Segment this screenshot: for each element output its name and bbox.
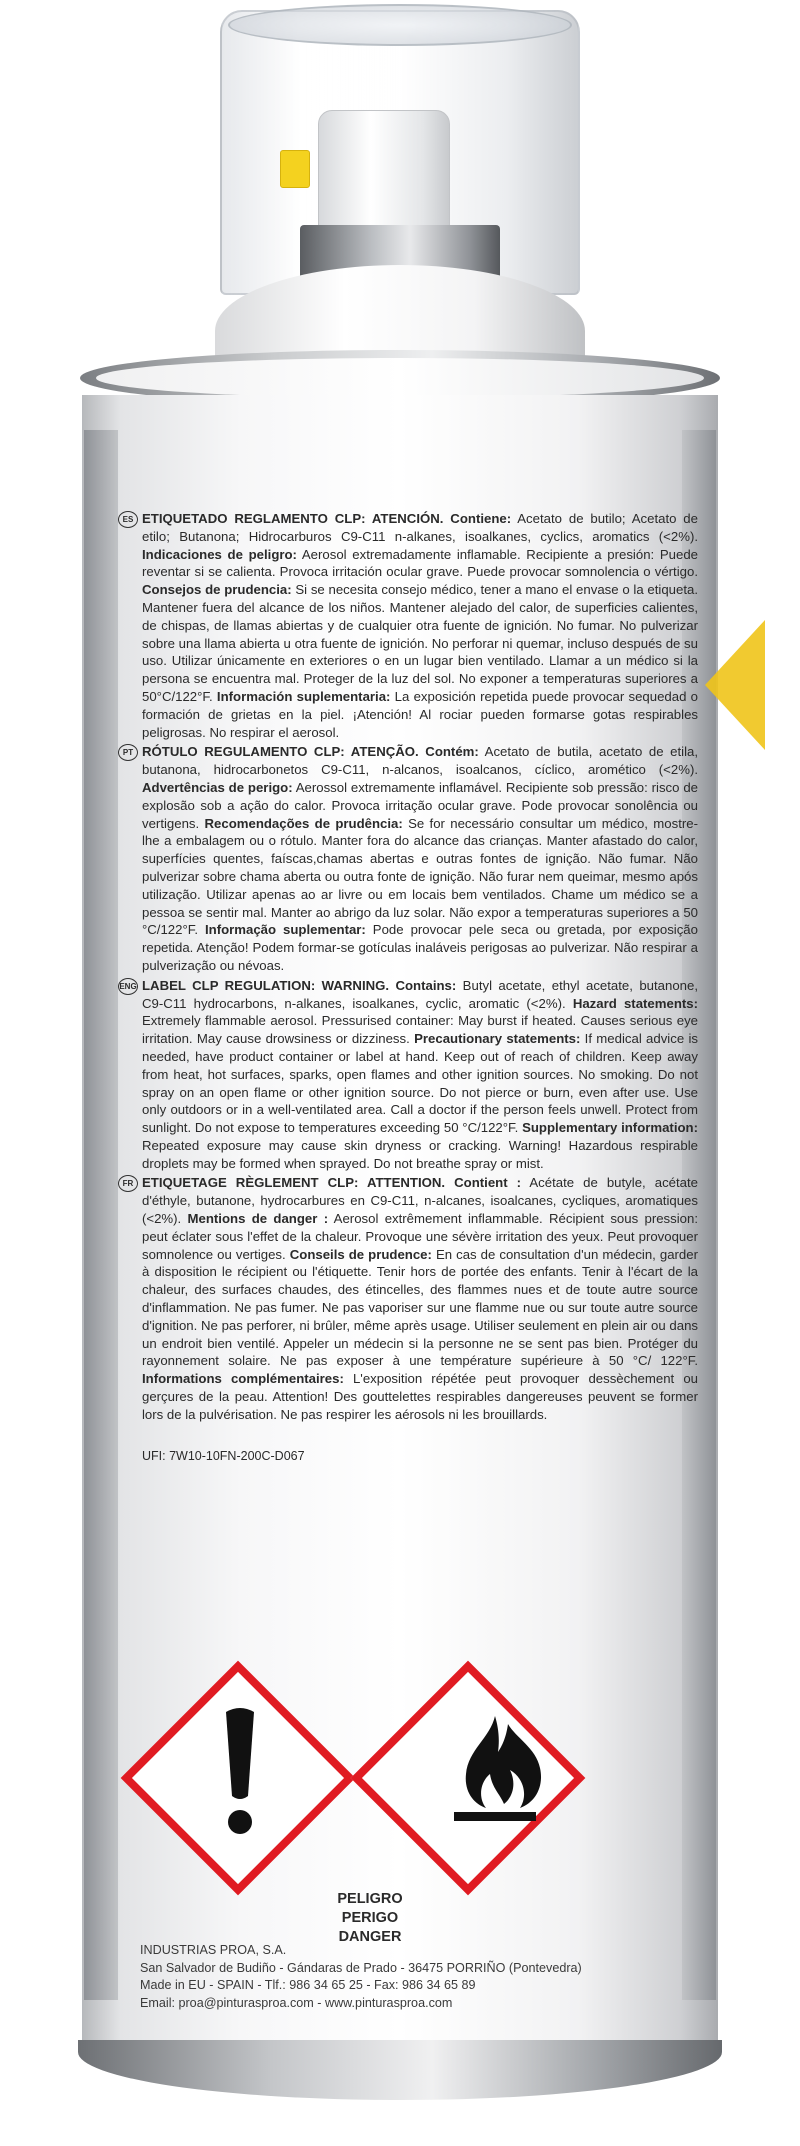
label-block-eng: ENG LABEL CLP REGULATION: WARNING. Contains: Butyl acetate, ethyl acetate, butanone, C9-C11 hydrocarbons, n-alkanes, isoalkanes, cyclic, aromatic (<2%). Hazard statements: Extremely flammable aerosol. Pressurised container: May burst if heated. Causes serious eye irritation. May cause drowsiness or dizziness. Precautionary statements: If medical advice is needed, have product container or label at hand. Keep out of reach of children. Keep away from heat, hot surfaces, sparks, open flames and other ignition sources. No smoking. Do not spray on an open flame or other ignition source. Do not pierce or burn, even after use. Use only outdoors or in a well-ventilated area. Call a doctor if the person feels unwell. Protect from sunlight. Do not expose to temperatures exceeding 50 °C/122°F. Supplementary information: Repeated exposure may cause skin dryness or cracking. Warning! Hazardous respirable droplets may be formed when sprayed. Do not breathe spray or mist. xyxy=(119,977,698,1171)
label-block-pt: PT RÓTULO REGULAMENTO CLP: ATENÇÃO. Contém: Acetato de butila, acetato de etila, butanona, hidrocarbonetos C9-C11, n-alcanos, isoalcanos, cíclico, aromético (<2%). Advertências de perigo: Aerossol extremamente inflamável. Recipiente sob pressão: risco de explosão sob a ação do calor. Provoca irritação ocular grave. Pode provocar sonolência ou vertigens. Recomendações de prudência: Se for necessário consultar um médico, mostre-lhe a embalagem ou o rótulo. Manter fora do alcance das crianças. Manter afastado do calor, superfícies quentes, faíscas,chamas abertas e outras fontes de ignição. Não fumar. Não pulverizar sobre chama aberta ou outra fonte de ignição. Não furar nem queimar, mesmo após utilização. Utilizar apenas ao ar livre ou em locais bem ventilados. Chame um médico se a pessoa se sentir mal. Manter ao abrigo da luz solar. Não expor a temperaturas superiores a 50 °C/122°F. Informação suplementar: Pode provocar pele seca ou gretada, por exposição repetida. Atenção! Podem formar-se gotículas inaláveis perigosas ao pulverizar. Não respirar a pulverização ou névoas. xyxy=(118,743,698,974)
label-block-es: ES ETIQUETADO REGLAMENTO CLP: ATENCIÓN. Contiene: Acetato de butilo; Acetato de etilo; Butanona; Hidrocarburos C9-C11 n-alkanes, isoalkanes, cyclics, aromatics (<2%). Indicaciones de peligro: Aerosol extremadamente inflamable. Recipiente a presión: Puede reventar si se calienta. Provoca irritación ocular grave. Puede provocar somnolencia o vértigo. Consejos de prudencia: Si se necesita consejo médico, tener a mano el envase o la etiqueta. Mantener fuera del alcance de los niños. Mantener alejado del calor, de superficies calientes, de chispas, de llamas abiertas y de cualquier otra fuente de ignición. No fumar. No pulverizar sobre una llama abierta u otra fuente de ignición. No perforar ni quemar, incluso después de su uso. Utilizar únicamente en exteriores o en un lugar bien ventilado. Llamar a un médico si la persona se encuentra mal. Proteger de la luz del sol. No exponer a temperaturas superiores a 50°C/122°F. Información suplementaria: La exposición repetida puede provocar sequedad o formación de grietas en la piel. ¡Atención! Al rociar pueden formarse gotas respirables peligrosas. No respirar el aerosol. xyxy=(118,510,698,741)
lang-badge-es: ES xyxy=(118,511,138,528)
spray-nozzle xyxy=(318,110,450,232)
company-phone: Made in EU - SPAIN - Tlf.: 986 34 65 25 - Fax: 986 34 65 89 xyxy=(140,1978,476,1992)
flame-icon xyxy=(420,1708,570,1848)
signal-words xyxy=(310,1890,430,1947)
lang-badge-eng: ENG xyxy=(118,978,138,995)
signal-word-es: PELIGRO xyxy=(337,1891,403,1907)
lang-badge-fr: FR xyxy=(118,1175,138,1192)
top-rim-inner xyxy=(96,358,704,398)
company-address: San Salvador de Budiño - Gándaras de Prado - 36475 PORRIÑO (Pontevedra) xyxy=(140,1960,582,1975)
company-name: INDUSTRIAS PROA, S.A. xyxy=(140,1943,287,1957)
exclamation-mark-icon xyxy=(200,1700,280,1850)
can-edge-left xyxy=(84,430,118,2000)
ufi-code: UFI: 7W10-10FN-200C-D067 xyxy=(142,1448,305,1463)
signal-word-pt: PERIGO xyxy=(341,1910,399,1926)
hazard-label-text xyxy=(118,510,698,1465)
bottom-rim xyxy=(78,2040,722,2100)
company-contact: Email: proa@pinturasproa.com - www.pinturasproa.com xyxy=(140,1995,453,2010)
signal-word-en: DANGER xyxy=(338,1929,402,1945)
cap-top xyxy=(228,4,572,46)
lang-badge-pt: PT xyxy=(118,744,138,761)
nozzle-tip xyxy=(280,150,310,188)
label-block-fr: FR ETIQUETAGE RÈGLEMENT CLP: ATTENTION. Contient : Acétate de butyle, acétate d'éthyle, butanone, hydrocarbures en C9-C11, n-alcanes, isoalcanes, cycliques, aromatiques (<2%). Mentions de danger : Aerosol extrêmement inflammable. Récipient sous pression: peut éclater sous l'effet de la chaleur. Provoque une sévère irritation des yeux. Peut provoquer somnolence ou vertiges. Conseils de prudence: En cas de consultation d'un médecin, garder à disposition le récipient ou l'étiquette. Tenir hors de portée des enfants. Tenir à l'écart de la chaleur, des surfaces chaudes, des étincelles, des flammes nues et de toute autre source d'inflammation. Ne pas fumer. Ne pas vaporiser sur une flamme nue ou sur toute autre source d'ignition. Ne pas perforer, ni brûler, même après usage. Utiliser seulement en plein air ou dans un endroit bien ventilé. Appeler un médecin si la personne ne se sent pas bien. Protéger du rayonnement solaire. Ne pas exposer à une température supérieure à 50 °C/ 122°F. Informations complémentaires: L'exposition répétée peut provoquer dessèchement ou gerçures de la peau. Attention! Des gouttelettes respirables dangereuses peuvent se former lors de la pulvérisation. Ne pas respirer les aérosols ni les brouillards. xyxy=(118,1174,698,1423)
manufacturer-info xyxy=(140,1942,660,2012)
